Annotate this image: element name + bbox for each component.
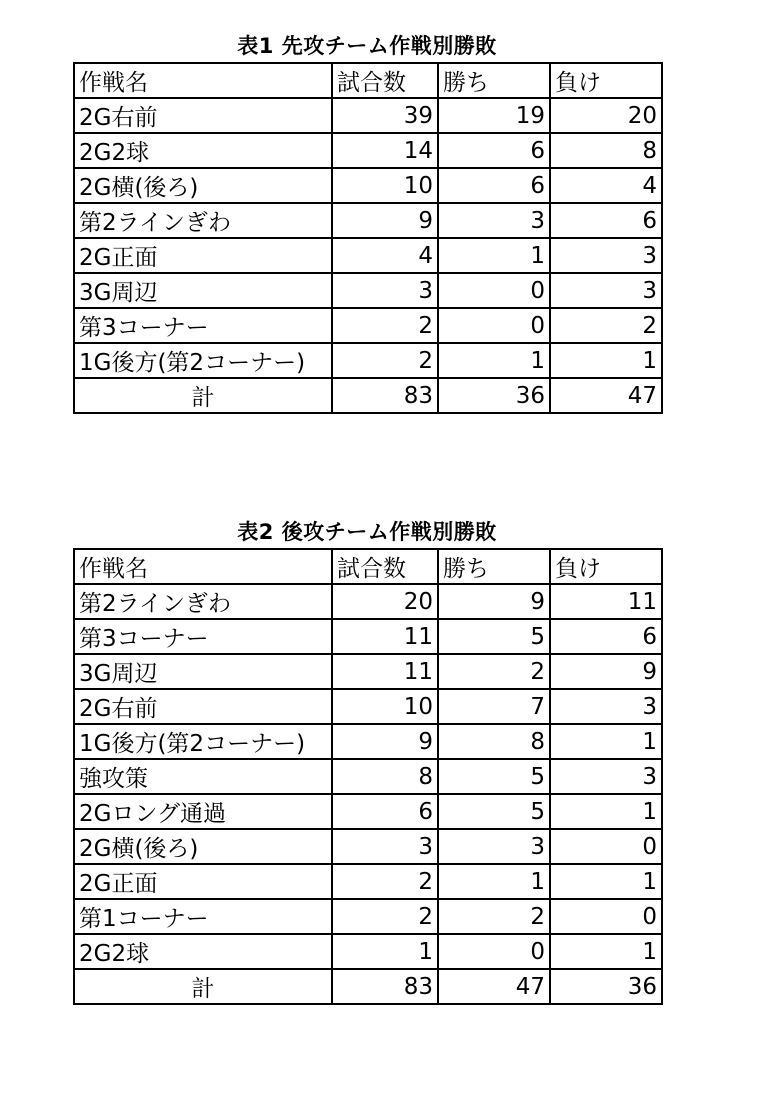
games-count: 4 [332,238,438,273]
wins-count: 6 [438,133,550,168]
total-row [74,969,662,1004]
losses-count: 1 [550,343,662,378]
games-count: 2 [332,308,438,343]
losses-count: 9 [550,654,662,689]
losses-count: 11 [550,584,662,619]
table-row [74,654,662,689]
losses-count: 3 [550,689,662,724]
total-losses: 47 [550,378,662,413]
total-wins: 36 [438,378,550,413]
losses-count: 6 [550,203,662,238]
table-row [74,238,662,273]
strategy-name: 2Gロング通過 [74,794,332,829]
losses-count: 3 [550,238,662,273]
wins-count: 7 [438,689,550,724]
table-row [74,794,662,829]
wins-count: 1 [438,343,550,378]
losses-count: 2 [550,308,662,343]
games-count: 2 [332,864,438,899]
total-label: 計 [74,378,332,413]
losses-count: 1 [550,794,662,829]
wins-count: 1 [438,864,550,899]
wins-count: 0 [438,273,550,308]
table-row [74,759,662,794]
total-wins: 47 [438,969,550,1004]
header-wins: 勝ち [438,63,550,98]
losses-count: 6 [550,619,662,654]
strategy-name: 1G後方(第2コーナー) [74,343,332,378]
strategy-name: 2G2球 [74,934,332,969]
strategy-name: 2G右前 [74,689,332,724]
table-row [74,343,662,378]
wins-count: 5 [438,619,550,654]
games-count: 14 [332,133,438,168]
games-count: 2 [332,343,438,378]
table-row [74,724,662,759]
total-label: 計 [74,969,332,1004]
wins-count: 0 [438,934,550,969]
losses-count: 1 [550,864,662,899]
table-row [74,308,662,343]
games-count: 6 [332,794,438,829]
table-row [74,864,662,899]
games-count: 2 [332,899,438,934]
header-games: 試合数 [332,63,438,98]
strategy-name: 2G横(後ろ) [74,829,332,864]
table2-header-row [74,549,662,584]
table-row [74,133,662,168]
games-count: 11 [332,654,438,689]
wins-count: 2 [438,899,550,934]
games-count: 9 [332,724,438,759]
header-wins: 勝ち [438,549,550,584]
games-count: 20 [332,584,438,619]
header-losses: 負け [550,63,662,98]
table-row [74,899,662,934]
total-games: 83 [332,378,438,413]
strategy-name: 第3コーナー [74,619,332,654]
table2-block [73,516,661,1005]
wins-count: 0 [438,308,550,343]
wins-count: 2 [438,654,550,689]
strategy-name: 3G周辺 [74,654,332,689]
strategy-name: 2G正面 [74,238,332,273]
games-count: 11 [332,619,438,654]
strategy-name: 第3コーナー [74,308,332,343]
games-count: 3 [332,273,438,308]
header-strategy-name: 作戦名 [74,549,332,584]
games-count: 39 [332,98,438,133]
table1-header-row [74,63,662,98]
table-row [74,689,662,724]
wins-count: 5 [438,759,550,794]
wins-count: 3 [438,829,550,864]
header-losses: 負け [550,549,662,584]
losses-count: 4 [550,168,662,203]
table1-caption: 表1 先攻チーム作戦別勝敗 [237,34,497,58]
games-count: 10 [332,168,438,203]
losses-count: 8 [550,133,662,168]
wins-count: 1 [438,238,550,273]
losses-count: 3 [550,273,662,308]
wins-count: 6 [438,168,550,203]
strategy-name: 2G右前 [74,98,332,133]
losses-count: 1 [550,724,662,759]
strategy-name: 1G後方(第2コーナー) [74,724,332,759]
strategy-name: 2G2球 [74,133,332,168]
games-count: 9 [332,203,438,238]
strategy-name: 2G正面 [74,864,332,899]
strategy-name: 第1コーナー [74,899,332,934]
strategy-name: 2G横(後ろ) [74,168,332,203]
table2 [73,548,663,1005]
strategy-name: 強攻策 [74,759,332,794]
total-games: 83 [332,969,438,1004]
table-row [74,203,662,238]
table-row [74,584,662,619]
strategy-name: 第2ラインぎわ [74,584,332,619]
table-row [74,829,662,864]
losses-count: 0 [550,899,662,934]
total-row [74,378,662,413]
losses-count: 3 [550,759,662,794]
games-count: 8 [332,759,438,794]
table1-block [73,30,661,414]
wins-count: 5 [438,794,550,829]
wins-count: 19 [438,98,550,133]
losses-count: 20 [550,98,662,133]
wins-count: 9 [438,584,550,619]
table-row [74,168,662,203]
games-count: 3 [332,829,438,864]
total-losses: 36 [550,969,662,1004]
table-row [74,273,662,308]
losses-count: 0 [550,829,662,864]
games-count: 1 [332,934,438,969]
header-games: 試合数 [332,549,438,584]
table2-caption: 表2 後攻チーム作戦別勝敗 [237,520,497,544]
header-strategy-name: 作戦名 [74,63,332,98]
table-row [74,934,662,969]
games-count: 10 [332,689,438,724]
losses-count: 1 [550,934,662,969]
wins-count: 8 [438,724,550,759]
strategy-name: 3G周辺 [74,273,332,308]
table1 [73,62,663,414]
table-row [74,619,662,654]
table-row [74,98,662,133]
strategy-name: 第2ラインぎわ [74,203,332,238]
wins-count: 3 [438,203,550,238]
